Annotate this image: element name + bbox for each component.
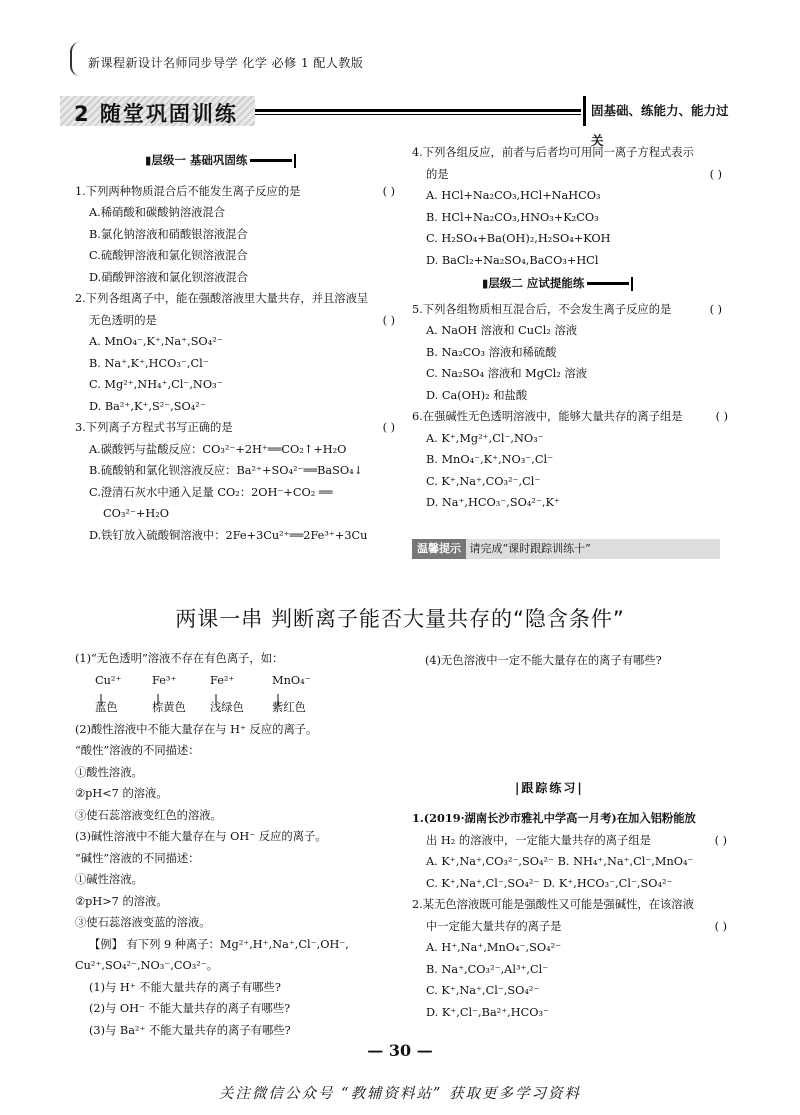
q2-paren: ( ) xyxy=(382,313,395,327)
q3-c-cont: CO₃²⁻+H₂O xyxy=(103,507,170,520)
base-1: ①碱性溶液。 xyxy=(75,873,143,886)
q6-c: C. K⁺,Na⁺,CO₃²⁻,Cl⁻ xyxy=(426,474,541,488)
t2-c: C. K⁺,Na⁺,Cl⁻,SO₄²⁻ xyxy=(426,984,540,997)
q5: 5.下列各组物质相互混合后，不会发生离子反应的是 ( ) xyxy=(412,299,722,321)
q5-paren: ( ) xyxy=(709,302,722,316)
level1-heading: ▮层级一 基础巩固练 xyxy=(75,150,395,172)
band-title-box xyxy=(60,96,255,126)
q4-d: D. BaCl₂+Na₂SO₄,BaCO₃+HCl xyxy=(426,253,599,267)
q5-b: B. Na₂CO₃ 溶液和稀硫酸 xyxy=(426,345,557,359)
q3-a: A.碳酸钙与盐酸反应：CO₃²⁻+2H⁺══CO₂↑+H₂O xyxy=(89,442,347,456)
section-band xyxy=(60,96,729,148)
t2: 2.某无色溶液既可能是强酸性又可能是强碱性，在该溶液 xyxy=(412,898,694,911)
level1-icon: ▮ xyxy=(145,153,152,167)
base-desc: “碱性”溶液的不同描述： xyxy=(75,851,200,865)
q3-c: C.澄清石灰水中通入足量 CO₂：2OH⁻+CO₂ ══ xyxy=(89,485,333,499)
tip-box xyxy=(412,539,720,559)
q3-d: D.铁钉放入硫酸铜溶液中：2Fe+3Cu²⁺══2Fe³⁺+3Cu xyxy=(89,528,368,542)
t2-b: B. Na⁺,CO₃²⁻,Al³⁺,Cl⁻ xyxy=(426,962,549,976)
tip-text: 请完成“课时跟踪训练十” xyxy=(469,542,591,555)
header-text: 新课程新设计名师同步导学 化学 必修 1 配人教版 xyxy=(88,56,364,70)
q1-b: B.氯化钠溶液和硝酸银溶液混合 xyxy=(89,227,248,241)
colored-ions-row xyxy=(75,670,395,692)
q1-a: A.稀硝酸和碳酸钠溶液混合 xyxy=(89,206,226,219)
q4-c: C. H₂SO₄+Ba(OH)₂,H₂SO₄+KOH xyxy=(426,232,611,245)
acid-desc: “酸性”溶液的不同描述： xyxy=(75,744,200,757)
cond3: (3)碱性溶液中不能大量存在与 OH⁻ 反应的离子。 xyxy=(75,830,327,843)
q2-cont: 无色透明的是 ( ) xyxy=(75,310,395,332)
level2-vbar xyxy=(631,277,633,291)
t2-paren: ( ) xyxy=(714,919,727,933)
q1-d: D.硝酸钾溶液和氯化钡溶液混合 xyxy=(89,270,249,284)
t2-d: D. K⁺,Cl⁻,Ba²⁺,HCO₃⁻ xyxy=(426,1005,550,1019)
q2: 2.下列各组离子中，能在强酸溶液里大量共存，并且溶液呈 xyxy=(75,292,369,305)
base-2: ②pH>7 的溶液。 xyxy=(75,894,168,908)
section-title: 两课一串 判断离子能否大量共存的“隐含条件” xyxy=(175,607,625,631)
q6-d: D. Na⁺,HCO₃⁻,SO₄²⁻,K⁺ xyxy=(426,496,560,509)
q3-paren: ( ) xyxy=(382,421,395,434)
lower-left-column xyxy=(75,648,395,1041)
right-column xyxy=(412,142,728,514)
example-q3: (3)与 Ba²⁺ 不能大量共存的离子有哪些? xyxy=(89,1023,291,1037)
acid-1: ①酸性溶液。 xyxy=(75,765,143,779)
t2-cont: 中一定能大量共存的离子是 ( ) xyxy=(412,916,727,938)
ion-connectors xyxy=(95,694,335,706)
q2-b: B. Na⁺,K⁺,HCO₃⁻,Cl⁻ xyxy=(89,356,209,370)
tip-label: 温馨提示 xyxy=(412,539,466,559)
ion-fe3: Fe³⁺ xyxy=(152,673,177,687)
band-subtitle: 固基础、练能力、能力过关 xyxy=(583,96,733,126)
q4-paren: ( ) xyxy=(709,167,722,181)
t2-a: A. H⁺,Na⁺,MnO₄⁻,SO₄²⁻ xyxy=(426,941,562,954)
tracking-heading: |跟踪练习| xyxy=(515,781,584,795)
footer-note: 关注微信公众号 “教辅资料站” 获取更多学习资料 xyxy=(218,1086,582,1102)
t1-cont: 出 H₂ 的溶液中，一定能大量共存的离子组是 ( ) xyxy=(412,830,727,852)
q4-example: (4)无色溶液中一定不能大量存在的离子有哪些? xyxy=(425,654,662,667)
q2-d: D. Ba²⁺,K⁺,S²⁻,SO₄²⁻ xyxy=(89,399,206,413)
q2-c: C. Mg²⁺,NH₄⁺,Cl⁻,NO₃⁻ xyxy=(89,378,223,391)
cond2: (2)酸性溶液中不能大量存在与 H⁺ 反应的离子。 xyxy=(75,722,318,736)
color-purple: 紫红色 xyxy=(272,701,306,714)
level2-heading: ▮层级二 应试提能练 xyxy=(412,273,722,295)
q3: 3.下列离子方程式书写正确的是 ( ) xyxy=(75,417,395,439)
q5-d: D. Ca(OH)₂ 和盐酸 xyxy=(426,388,528,402)
ion-fe2: Fe²⁺ xyxy=(210,673,235,687)
q2-a: A. MnO₄⁻,K⁺,Na⁺,SO₄²⁻ xyxy=(89,335,223,348)
acid-2: ②pH<7 的溶液。 xyxy=(75,787,168,800)
q3-b: B.硫酸钠和氯化钡溶液反应：Ba²⁺+SO₄²⁻══BaSO₄↓ xyxy=(89,464,364,477)
band-rule xyxy=(255,109,581,112)
ion-mno4: MnO₄⁻ xyxy=(272,673,311,687)
color-lightgreen: 浅绿色 xyxy=(210,701,244,714)
q5-c: C. Na₂SO₄ 溶液和 MgCl₂ 溶液 xyxy=(426,367,587,380)
level2-icon: ▮ xyxy=(482,276,489,290)
page-number: — 30 — xyxy=(367,1041,433,1060)
q4-a: A. HCl+Na₂CO₃,HCl+NaHCO₃ xyxy=(426,189,601,202)
ion-cu: Cu²⁺ xyxy=(95,673,122,687)
q1-c: C.硫酸钾溶液和氯化钡溶液混合 xyxy=(89,249,248,262)
level2-bar xyxy=(587,282,629,285)
q4: 4.下列各组反应，前者与后者均可用同一离子方程式表示 xyxy=(412,146,694,159)
t1-paren: ( ) xyxy=(714,833,727,847)
example: 【例】 有下列 9 种离子：Mg²⁺,H⁺,Na⁺,Cl⁻,OH⁻, xyxy=(89,937,349,951)
color-blue: 蓝色 xyxy=(95,701,118,714)
q5-a: A. NaOH 溶液和 CuCl₂ 溶液 xyxy=(426,324,578,337)
header-bracket xyxy=(70,42,84,76)
t1: 1.(2019·湖南长沙市雅礼中学高一月考)在加入铝粉能放 xyxy=(412,811,696,825)
band-title: 2 随堂巩固训练 xyxy=(74,102,238,126)
q4-b: B. HCl+Na₂CO₃,HNO₃+K₂CO₃ xyxy=(426,210,599,224)
q1: 1.下列两种物质混合后不能发生离子反应的是 ( ) xyxy=(75,181,395,203)
level1-vbar xyxy=(294,154,296,168)
color-brown: 棕黄色 xyxy=(152,701,186,714)
q6-a: A. K⁺,Mg²⁺,Cl⁻,NO₃⁻ xyxy=(426,431,544,445)
base-3: ③使石蕊溶液变蓝的溶液。 xyxy=(75,916,211,929)
q6: 6.在强碱性无色透明溶液中，能够大量共存的离子组是 ( ) xyxy=(412,406,722,428)
band-rule-thin xyxy=(255,114,581,115)
t1-cd: C. K⁺,Na⁺,Cl⁻,SO₄²⁻ D. K⁺,HCO₃⁻,Cl⁻,SO₄²⁻ xyxy=(426,876,673,890)
tracking-column xyxy=(412,808,727,1023)
left-column xyxy=(75,150,395,546)
q6-b: B. MnO₄⁻,K⁺,NO₃⁻,Cl⁻ xyxy=(426,453,554,466)
cond1: (1)“无色透明”溶液不存在有色离子，如： xyxy=(75,652,284,665)
example-q1: (1)与 H⁺ 不能大量共存的离子有哪些? xyxy=(89,980,281,994)
q4-cont: 的是 ( ) xyxy=(412,164,722,186)
example-q2: (2)与 OH⁻ 不能大量共存的离子有哪些? xyxy=(89,1002,291,1015)
t1-ab: A. K⁺,Na⁺,CO₃²⁻,SO₄²⁻ B. NH₄⁺,Na⁺,Cl⁻,MnO₄⁻ xyxy=(426,855,694,868)
example-cont: Cu²⁺,SO₄²⁻,NO₃⁻,CO₃²⁻。 xyxy=(75,959,219,972)
q6-paren: ( ) xyxy=(715,410,728,423)
level1-bar xyxy=(250,159,292,162)
q1-paren: ( ) xyxy=(382,184,395,198)
acid-3: ③使石蕊溶液变红色的溶液。 xyxy=(75,808,222,822)
